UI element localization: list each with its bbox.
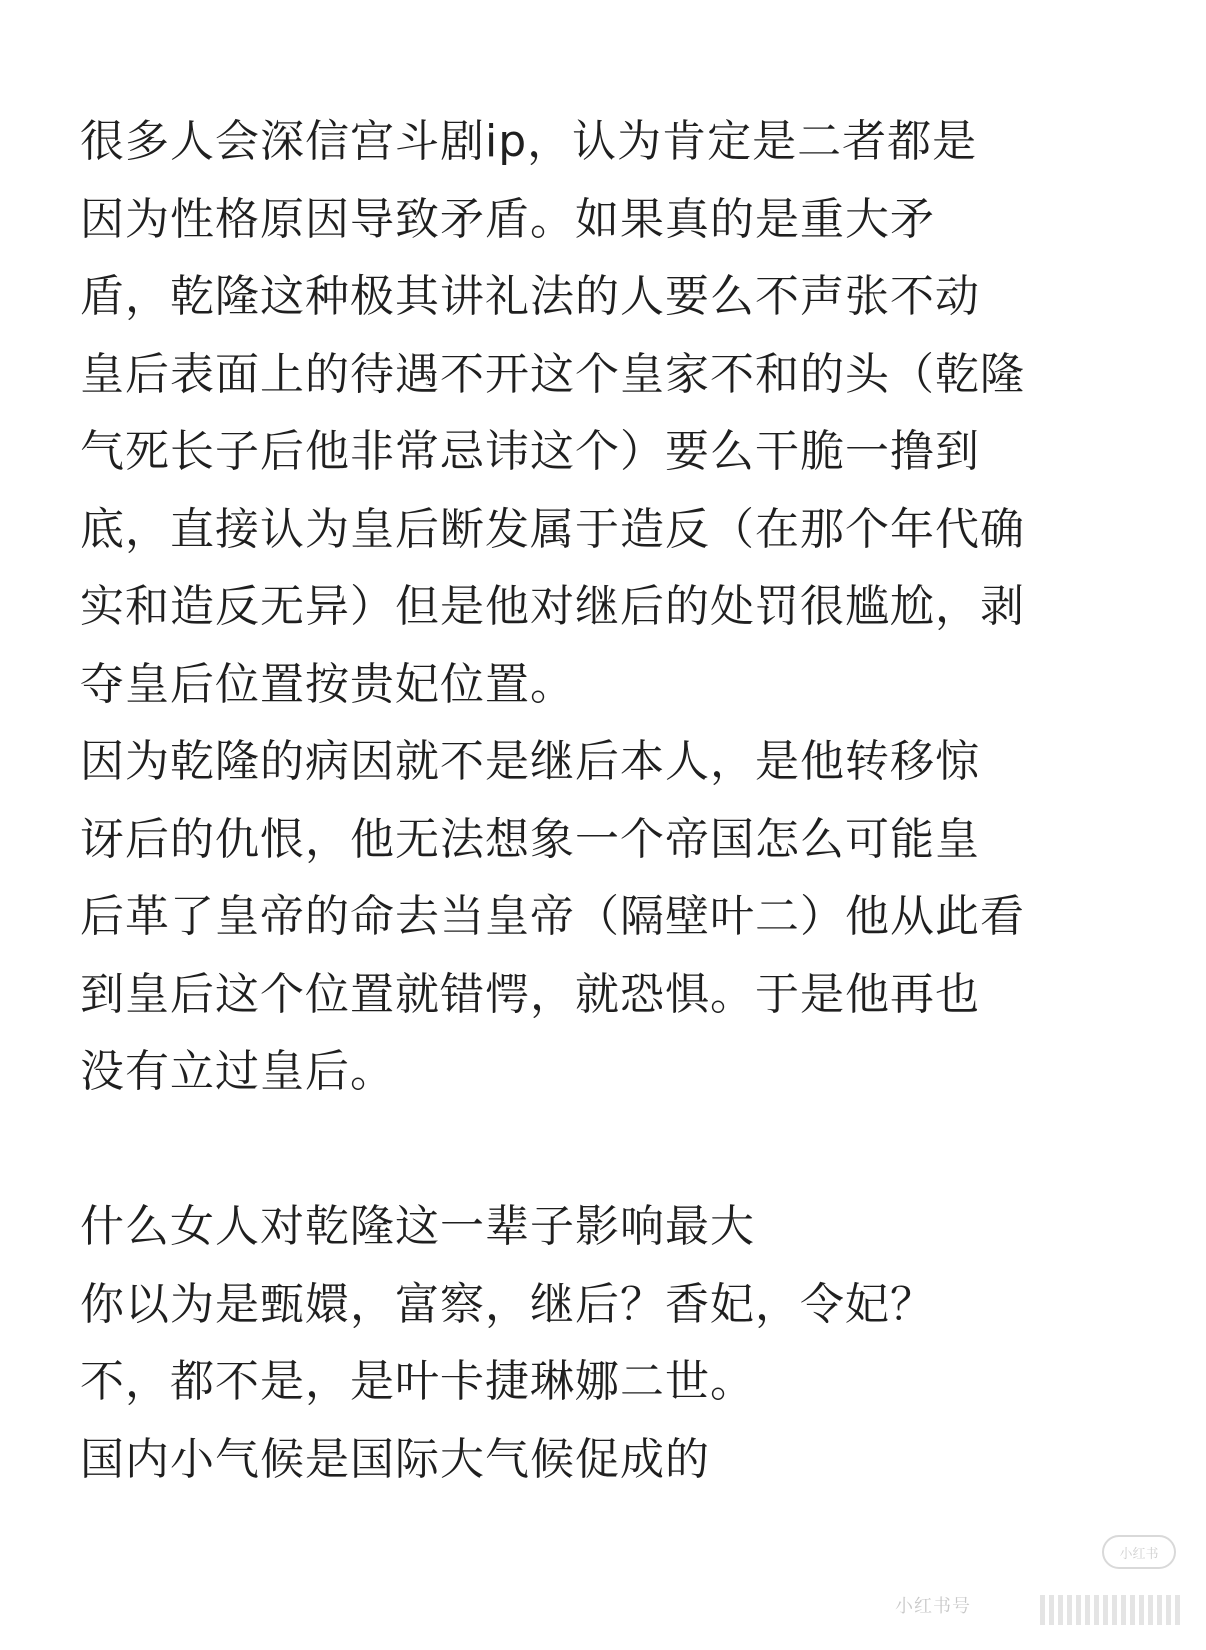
paragraph-gap: [80, 1111, 1140, 1189]
text-line: 后革了皇帝的命去当皇帝（隔壁叶二）他从此看: [80, 891, 1025, 942]
text-line: 什么女人对乾隆这一辈子影响最大: [80, 1201, 755, 1252]
text-line: 因为性格原因导致矛盾。如果真的是重大矛: [80, 193, 935, 245]
text-line: 气死长子后他非常忌讳这个）要么干脆一撸到: [80, 426, 980, 477]
text-line: 实和造反无异）但是他对继后的处罚很尴尬，剥: [80, 581, 1025, 632]
redacted-id-watermark: [1040, 1595, 1180, 1625]
text-line: 你以为是甄嬛，富察，继后？香妃，令妃？: [80, 1278, 935, 1330]
text-line: 皇后表面上的待遇不开这个皇家不和的头（乾隆: [80, 348, 1025, 400]
xiaohongshu-logo-watermark: 小红书: [1102, 1535, 1176, 1569]
text-line: 没有立过皇后。: [80, 1046, 395, 1097]
text-line: 盾，乾隆这种极其讲礼法的人要么不声张不动: [80, 271, 980, 322]
text-line: 国内小气候是国际大气候促成的: [80, 1433, 710, 1485]
text-line: 很多人会深信宫斗剧ip，认为肯定是二者都是: [80, 116, 978, 167]
text-line: 不，都不是，是叶卡捷琳娜二世。: [80, 1356, 755, 1407]
text-line: 讶后的仇恨，他无法想象一个帝国怎么可能皇: [80, 813, 980, 865]
xiaohongshu-id-watermark: 小红书号: [895, 1596, 971, 1617]
text-line: 因为乾隆的病因就不是继后本人，是他转移惊: [80, 736, 980, 787]
post-text: [80, 103, 1140, 1498]
text-line: 夺皇后位置按贵妃位置。: [80, 658, 575, 710]
text-line: 到皇后这个位置就错愕，就恐惧。于是他再也: [80, 968, 980, 1020]
text-line: 底，直接认为皇后断发属于造反（在那个年代确: [80, 503, 1025, 555]
